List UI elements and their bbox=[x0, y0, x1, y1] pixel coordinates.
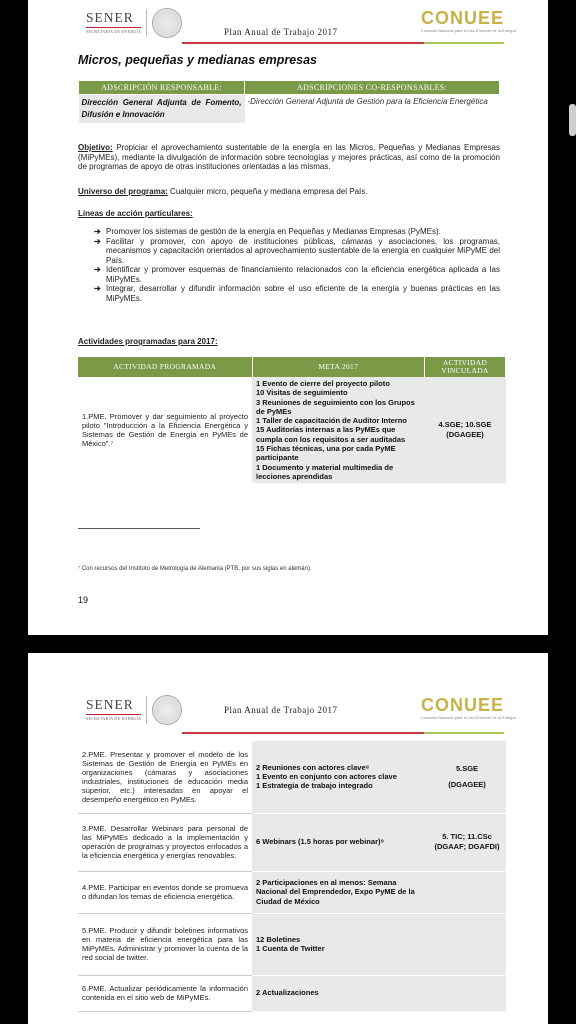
table-row bbox=[78, 871, 506, 913]
header-green-line bbox=[424, 732, 504, 734]
list-item-text: Promover los sistemas de gestión de la energía en Pequeñas y Medianas Empresas (PyMEs). bbox=[106, 227, 441, 236]
list-item-text: Facilitar y promover, con apoyo de instituciones públicas, cámaras y asociaciones, los programas, mecanismos y capacitación orientados al aprovechamiento sustentable de la energía en cualquier MiPyME del País. bbox=[106, 236, 500, 265]
actividad-cell: 3.PME. Desarrollar Webinars para personal de las MiPyMEs dedicado a la implementación y operación de programas y proyectos enfocados a la eficiencia energética y energías renovables. bbox=[78, 813, 252, 871]
responsables-table bbox=[78, 80, 500, 123]
vinculada-code: 4.SGE; 10.SGE bbox=[438, 420, 492, 430]
scrollbar-thumb[interactable] bbox=[569, 104, 576, 136]
conuee-logo: CONUEE Comisión Nacional para el Uso Eficiente de la Energía bbox=[421, 8, 516, 33]
table-row bbox=[78, 741, 506, 813]
lineas-list bbox=[78, 227, 500, 303]
vinculada-cell bbox=[428, 975, 506, 1011]
list-item bbox=[78, 237, 500, 266]
lineas-heading bbox=[78, 209, 500, 219]
sener-logo: SENER SECRETARÍA DE ENERGÍA bbox=[86, 10, 142, 34]
vinculada-unit: (DGAAF; DGAFDI) bbox=[434, 842, 500, 851]
page-number: 19 bbox=[78, 595, 89, 605]
conuee-logo: CONUEE Comisión Nacional para el Uso Eficiente de la Energía bbox=[421, 695, 516, 720]
meta-item: 1 Documento y material multimedia de lecciones aprendidas bbox=[256, 462, 394, 481]
objetivo-text: Propiciar el aprovechamiento sustentable de la energía en las Micros, Pequeñas y Medianas Empresas (MiPyMEs), mediante la divulgación de información sobre tecnologías y mejores prácticas, así como de la promoción de programas de apoyo de otras instituciones orientadas a las mismas. bbox=[78, 143, 500, 171]
meta-item: 2 Actualizaciones bbox=[256, 988, 319, 998]
header-green-line bbox=[424, 42, 504, 44]
meta-cell bbox=[252, 913, 428, 975]
header-divider bbox=[146, 696, 147, 724]
meta-item: 10 Visitas de seguimiento bbox=[256, 388, 348, 398]
vinculada-cell bbox=[428, 813, 506, 871]
meta-cell bbox=[252, 741, 428, 813]
table-row bbox=[78, 913, 506, 975]
meta-item: 2 Reuniones con actores clave⁸ bbox=[256, 762, 370, 772]
table-row bbox=[78, 813, 506, 871]
universo-label: Universo del programa: bbox=[78, 187, 168, 196]
vinculada-code: 5.SGE bbox=[455, 763, 479, 773]
vinculada-cell bbox=[428, 871, 506, 913]
actividad-cell bbox=[78, 377, 252, 483]
mexico-seal-icon bbox=[152, 695, 182, 725]
meta-item: 1 Taller de capacitación de Auditor Interno bbox=[256, 416, 407, 426]
actividad-cell: 5.PME. Producir y difundir boletines informativos en materia de eficiencia energética para las MiPyMEs. Administrar y promover la cuenta de la red social de twitter. bbox=[78, 913, 252, 975]
th-actividad: ACTIVIDAD PROGRAMADA bbox=[78, 357, 252, 377]
footnote-divider bbox=[78, 528, 200, 529]
page-header bbox=[28, 693, 548, 741]
table-row bbox=[78, 377, 506, 483]
th-vinculada: ACTIVIDAD VINCULADA bbox=[425, 357, 506, 377]
actividad-cell: 6.PME. Actualizar periódicamente la información contenida en el sitio web de MiPyMEs. bbox=[78, 975, 252, 1011]
header-red-line bbox=[182, 732, 424, 734]
arrow-icon: ➔ bbox=[94, 265, 101, 274]
list-item-text: Integrar, desarrollar y difundir información sobre el uso eficiente de la energía y buenas prácticas en las MiPyMEs. bbox=[106, 284, 500, 303]
list-item bbox=[78, 265, 500, 284]
objetivo-paragraph bbox=[78, 143, 500, 172]
list-item bbox=[78, 227, 500, 237]
meta-item: 15 Fichas técnicas, una por cada PyME participante bbox=[256, 444, 396, 463]
actividades-table bbox=[78, 357, 506, 483]
vinculada-cell bbox=[425, 377, 506, 483]
meta-item: 1 Cuenta de Twitter bbox=[256, 944, 325, 953]
arrow-icon: ➔ bbox=[94, 236, 101, 246]
meta-item: 1 Estrategia de trabajo integrado bbox=[256, 781, 373, 791]
meta-item: 6 Webinars (1.5 horas por webinar)⁹ bbox=[256, 837, 385, 847]
plan-title: Plan Anual de Trabajo 2017 bbox=[224, 705, 338, 715]
resp-header-left: ADSCRIPCIÓN RESPONSABLE: bbox=[79, 81, 245, 95]
actividad-cell: 2.PME. Presentar y promover el modelo de los Sistemas de Gestión de Energía en PyMEs en organizaciones (cámaras y asociaciones industriales, instituciones de educación media superior, etc.) interesadas en apoyar el desempeño energético en PyMEs. bbox=[78, 741, 252, 813]
lineas-label: Líneas de acción particulares: bbox=[78, 209, 193, 218]
objetivo-label: Objetivo: bbox=[78, 143, 113, 152]
list-item-text: Identificar y promover esquemas de financiamiento relacionados con la eficiencia energética aplicada a las MiPyMEs. bbox=[106, 265, 500, 284]
vinculada-cell bbox=[428, 741, 506, 813]
header-red-line bbox=[182, 42, 424, 44]
meta-item: 15 Auditorías internas a las PyMEs que cumpla con los requisitos a ser auditadas bbox=[256, 425, 406, 444]
footnote: ⁷ Con recursos del Instituto de Metrología de Alemania (PTB, por sus siglas en alemán). bbox=[78, 566, 312, 572]
section-title: Micros, pequeñas y medianas empresas bbox=[78, 53, 317, 67]
actividades-label: Actividades programadas para 2017: bbox=[78, 337, 218, 346]
meta-cell bbox=[252, 871, 428, 913]
document-page-20 bbox=[28, 653, 548, 1024]
actividad-text: 1.PME. Promover y dar seguimiento al proyecto piloto "Introducción a la Eficiencia Energética y Sistemas de Gestión de Energía en PyMEs de México".⁷ bbox=[82, 412, 248, 449]
list-item bbox=[78, 284, 500, 303]
arrow-icon: ➔ bbox=[94, 284, 101, 293]
meta-cell bbox=[252, 813, 428, 871]
meta-item: 12 Boletines bbox=[256, 934, 301, 944]
actividades-table-continued bbox=[78, 741, 506, 1012]
document-page-19 bbox=[28, 0, 548, 635]
page-header bbox=[28, 6, 548, 54]
resp-right-cell: -Dirección General Adjunta de Gestión para la Eficiencia Energética bbox=[247, 97, 488, 106]
vinculada-unit: (DGAGEE) bbox=[446, 430, 484, 440]
meta-item: 2 Participaciones en al menos: Semana Nacional del Emprendedor, Expo PyME de la Ciudad de México bbox=[256, 878, 415, 906]
vinculada-unit: (DGAGEE) bbox=[448, 779, 486, 789]
meta-item: 1 Evento en conjunto con actores clave bbox=[256, 772, 397, 782]
header-divider bbox=[146, 9, 147, 37]
th-meta: META 2017 bbox=[252, 357, 425, 377]
vinculada-code: 5. TIC; 11.CSc bbox=[442, 832, 492, 841]
universo-paragraph bbox=[78, 187, 500, 197]
meta-cell bbox=[252, 975, 428, 1011]
universo-text: Cualquier micro, pequeña y mediana empresa del País. bbox=[167, 187, 368, 196]
actividades-heading bbox=[78, 337, 500, 347]
meta-item: 1 Evento de cierre del proyecto piloto bbox=[256, 379, 390, 388]
resp-left-cell: Dirección General Adjunta de Fomento, Difusión e Innovación bbox=[79, 95, 245, 124]
mexico-seal-icon bbox=[152, 8, 182, 38]
arrow-icon: ➔ bbox=[94, 227, 101, 236]
vinculada-cell bbox=[428, 913, 506, 975]
plan-title: Plan Anual de Trabajo 2017 bbox=[224, 27, 338, 37]
meta-cell bbox=[252, 377, 425, 483]
meta-item: 3 Reuniones de seguimiento con los Grupos de PyMEs bbox=[256, 397, 415, 416]
resp-header-right: ADSCRIPCIONES CO-RESPONSABLES: bbox=[245, 81, 500, 95]
sener-logo: SENER SECRETARÍA DE ENERGÍA bbox=[86, 697, 142, 721]
table-row bbox=[78, 975, 506, 1011]
actividad-cell: 4.PME. Participar en eventos donde se promueva o difundan los temas de eficiencia energética. bbox=[78, 871, 252, 913]
